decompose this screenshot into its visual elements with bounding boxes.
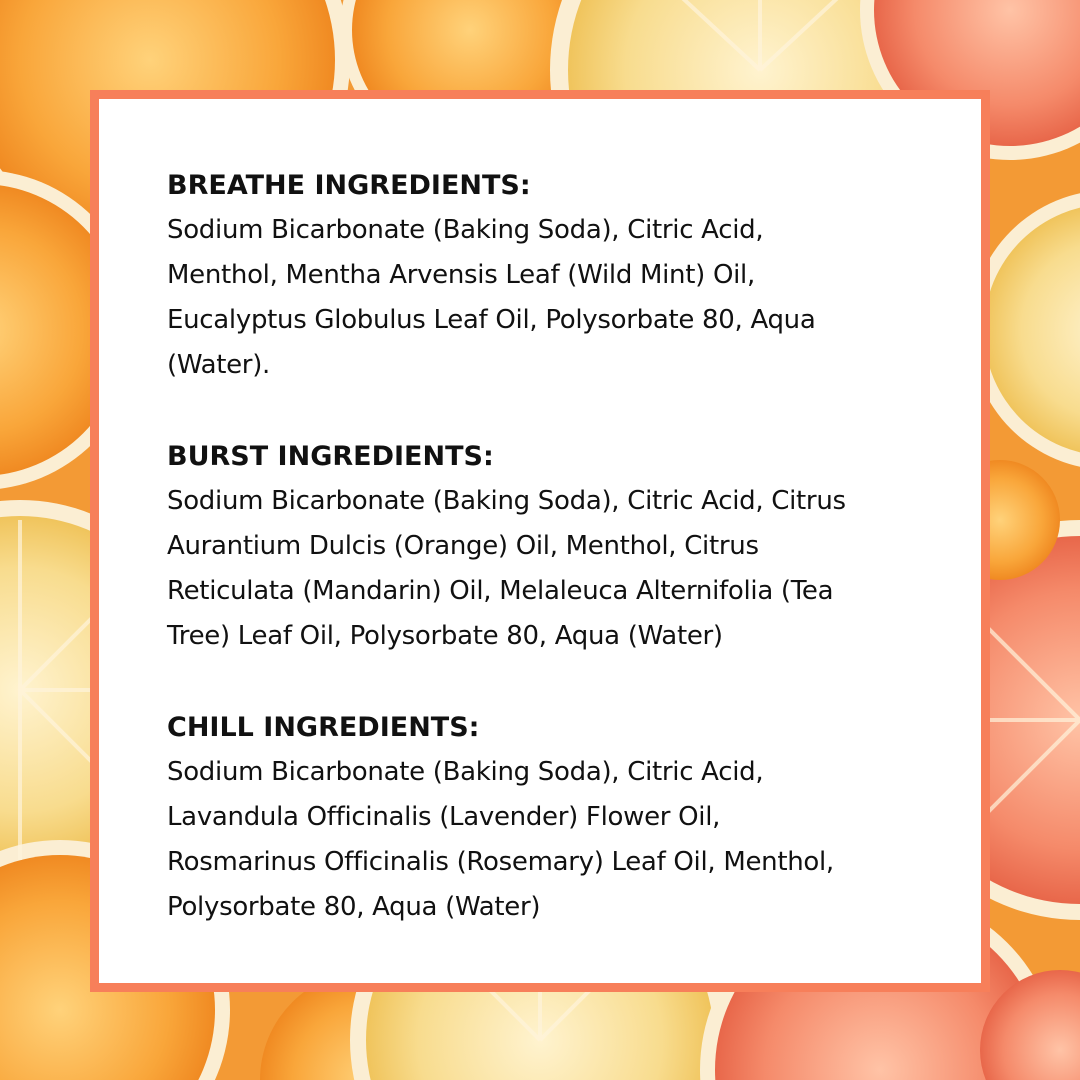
ingredient-line: Sodium Bicarbonate (Baking Soda), Citric Acid, Citrus	[167, 486, 846, 516]
ingredient-line: Eucalyptus Globulus Leaf Oil, Polysorbate 80, Aqua	[167, 305, 816, 335]
ingredient-line: Sodium Bicarbonate (Baking Soda), Citric Acid,	[167, 215, 764, 245]
ingredient-line: Sodium Bicarbonate (Baking Soda), Citric Acid,	[167, 757, 764, 787]
ingredient-line: Rosmarinus Officinalis (Rosemary) Leaf Oil, Menthol,	[167, 847, 834, 877]
breathe-ingredients-section	[167, 163, 947, 388]
section-heading: BURST INGREDIENTS:	[167, 441, 494, 472]
ingredient-line: (Water).	[167, 350, 271, 380]
ingredient-line: Aurantium Dulcis (Orange) Oil, Menthol, Citrus	[167, 531, 759, 561]
ingredient-line: Reticulata (Mandarin) Oil, Melaleuca Alternifolia (Tea	[167, 576, 834, 606]
burst-ingredients-section	[167, 434, 947, 659]
ingredient-line: Lavandula Officinalis (Lavender) Flower Oil,	[167, 802, 721, 832]
section-heading: BREATHE INGREDIENTS:	[167, 170, 531, 201]
ingredient-line: Menthol, Mentha Arvensis Leaf (Wild Mint) Oil,	[167, 260, 755, 290]
section-heading: CHILL INGREDIENTS:	[167, 712, 480, 743]
ingredient-line: Tree) Leaf Oil, Polysorbate 80, Aqua (Water)	[167, 621, 723, 651]
ingredient-line: Polysorbate 80, Aqua (Water)	[167, 892, 541, 922]
ingredients-content	[167, 163, 947, 930]
chill-ingredients-section	[167, 705, 947, 930]
ingredients-card	[90, 90, 990, 992]
